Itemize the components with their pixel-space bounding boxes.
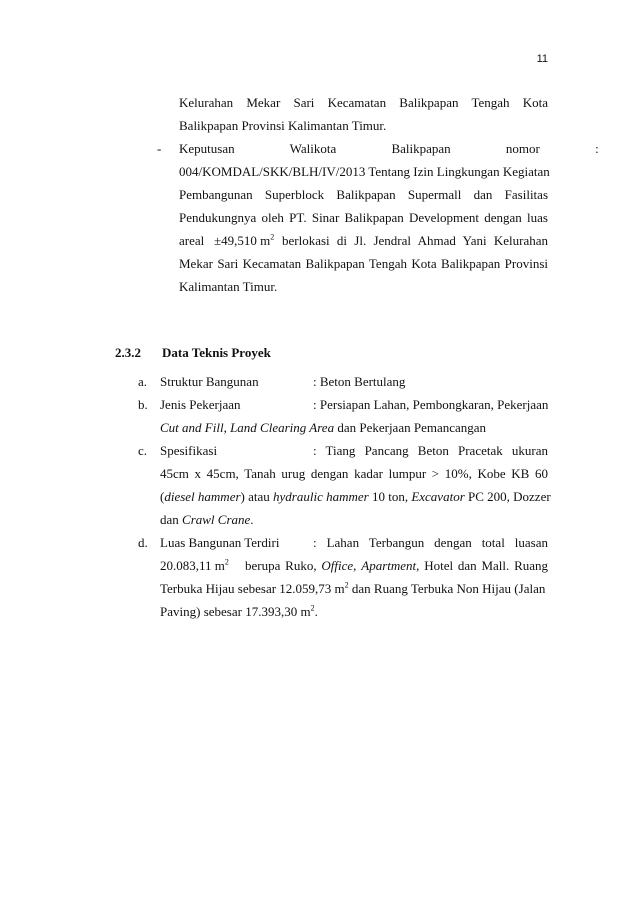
superscript: 2: [344, 580, 349, 590]
text-span: Terbuka Hijau sebesar 12.059,73 m: [160, 581, 345, 596]
italic-term: Land Clearing Area: [230, 420, 335, 435]
item-value: : Persiapan Lahan, Pembongkaran, Pekerjaan: [313, 397, 549, 412]
superscript: 2: [270, 232, 275, 242]
text-span: dan Pekerjaan Pemancangan: [334, 420, 487, 435]
paragraph-line: Balikpapan Provinsi Kalimantan Timur.: [179, 118, 387, 133]
text-span: .: [250, 512, 254, 527]
italic-term: Crawl Crane: [182, 512, 251, 527]
text-span: dan: [160, 512, 183, 527]
paragraph-line: berlokasi di Jl. Jendral Ahmad Yani Kelurahan: [282, 233, 548, 248]
paragraph-line: Mekar Sari Kecamatan Balikpapan Tengah Kota Balikpapan Provinsi: [179, 256, 548, 271]
superscript: 2: [224, 557, 229, 567]
item-label: Spesifikasi: [160, 443, 218, 458]
text-span: ,: [223, 420, 231, 435]
item-line: [160, 557, 229, 575]
item-label: Struktur Bangunan: [160, 374, 259, 389]
text-span: .: [314, 604, 318, 619]
item-line: [160, 419, 486, 437]
text-span: 20.083,11 m: [160, 558, 225, 573]
list-marker: c.: [138, 443, 148, 458]
list-marker: b.: [138, 397, 148, 412]
area-value: ±49,510 m: [214, 233, 271, 248]
italic-term: Office,: [321, 558, 357, 573]
item-value: : Lahan Terbangun dengan total luasan: [313, 535, 548, 550]
item-line: [160, 580, 545, 598]
item-label: Jenis Pekerjaan: [160, 397, 241, 412]
item-line: 45cm x 45cm, Tanah urug dengan kadar lumpur > 10%, Kobe KB 60: [160, 466, 548, 481]
item-label: Luas Bangunan Terdiri: [160, 535, 280, 550]
item-line: [160, 511, 254, 529]
item-value: : Beton Bertulang: [313, 374, 406, 389]
text-span: Paving) sebesar 17.393,30 m: [160, 604, 311, 619]
text-span: ) atau: [240, 489, 274, 504]
section-number: 2.3.2: [115, 345, 141, 360]
list-marker: d.: [138, 535, 148, 550]
item-line: [245, 557, 548, 575]
italic-term: Cut and Fill: [160, 420, 224, 435]
italic-term: Excavator: [411, 489, 465, 504]
item-value: : Tiang Pancang Beton Pracetak ukuran: [313, 443, 548, 458]
paragraph-line: areal: [179, 233, 205, 248]
list-marker: a.: [138, 374, 148, 389]
page-number: 11: [536, 53, 548, 65]
paragraph-line: Kalimantan Timur.: [179, 279, 278, 294]
italic-term: diesel hammer: [164, 489, 241, 504]
paragraph-line: Pendukungnya oleh PT. Sinar Balikpapan Development dengan luas: [179, 210, 548, 225]
paragraph-line: 004/KOMDAL/SKK/BLH/IV/2013 Tentang Izin Lingkungan Kegiatan: [179, 164, 550, 179]
item-line: [160, 603, 318, 621]
text-span: PC 200, Dozzer: [464, 489, 551, 504]
text-span: berupa Ruko,: [245, 558, 317, 573]
list-dash: -: [157, 141, 162, 156]
text-span: dan Ruang Terbuka Non Hijau (Jalan: [348, 581, 546, 596]
paragraph-line: Pembangunan Superblock Balikpapan Supermall dan Fasilitas: [179, 187, 548, 202]
paragraph-line: Keputusan Walikota Balikpapan nomor :: [179, 141, 599, 156]
item-line: [160, 488, 551, 506]
paragraph-line: Kelurahan Mekar Sari Kecamatan Balikpapan Tengah Kota: [179, 95, 548, 110]
text-span: Hotel dan Mall. Ruang: [424, 558, 549, 573]
text-span: (: [160, 489, 165, 504]
text-span: 10 ton,: [368, 489, 412, 504]
section-title: Data Teknis Proyek: [162, 345, 271, 360]
superscript: 2: [310, 603, 315, 613]
italic-term: hydraulic hammer: [273, 489, 369, 504]
paragraph-line: [214, 232, 274, 250]
italic-term: Apartment,: [361, 558, 420, 573]
